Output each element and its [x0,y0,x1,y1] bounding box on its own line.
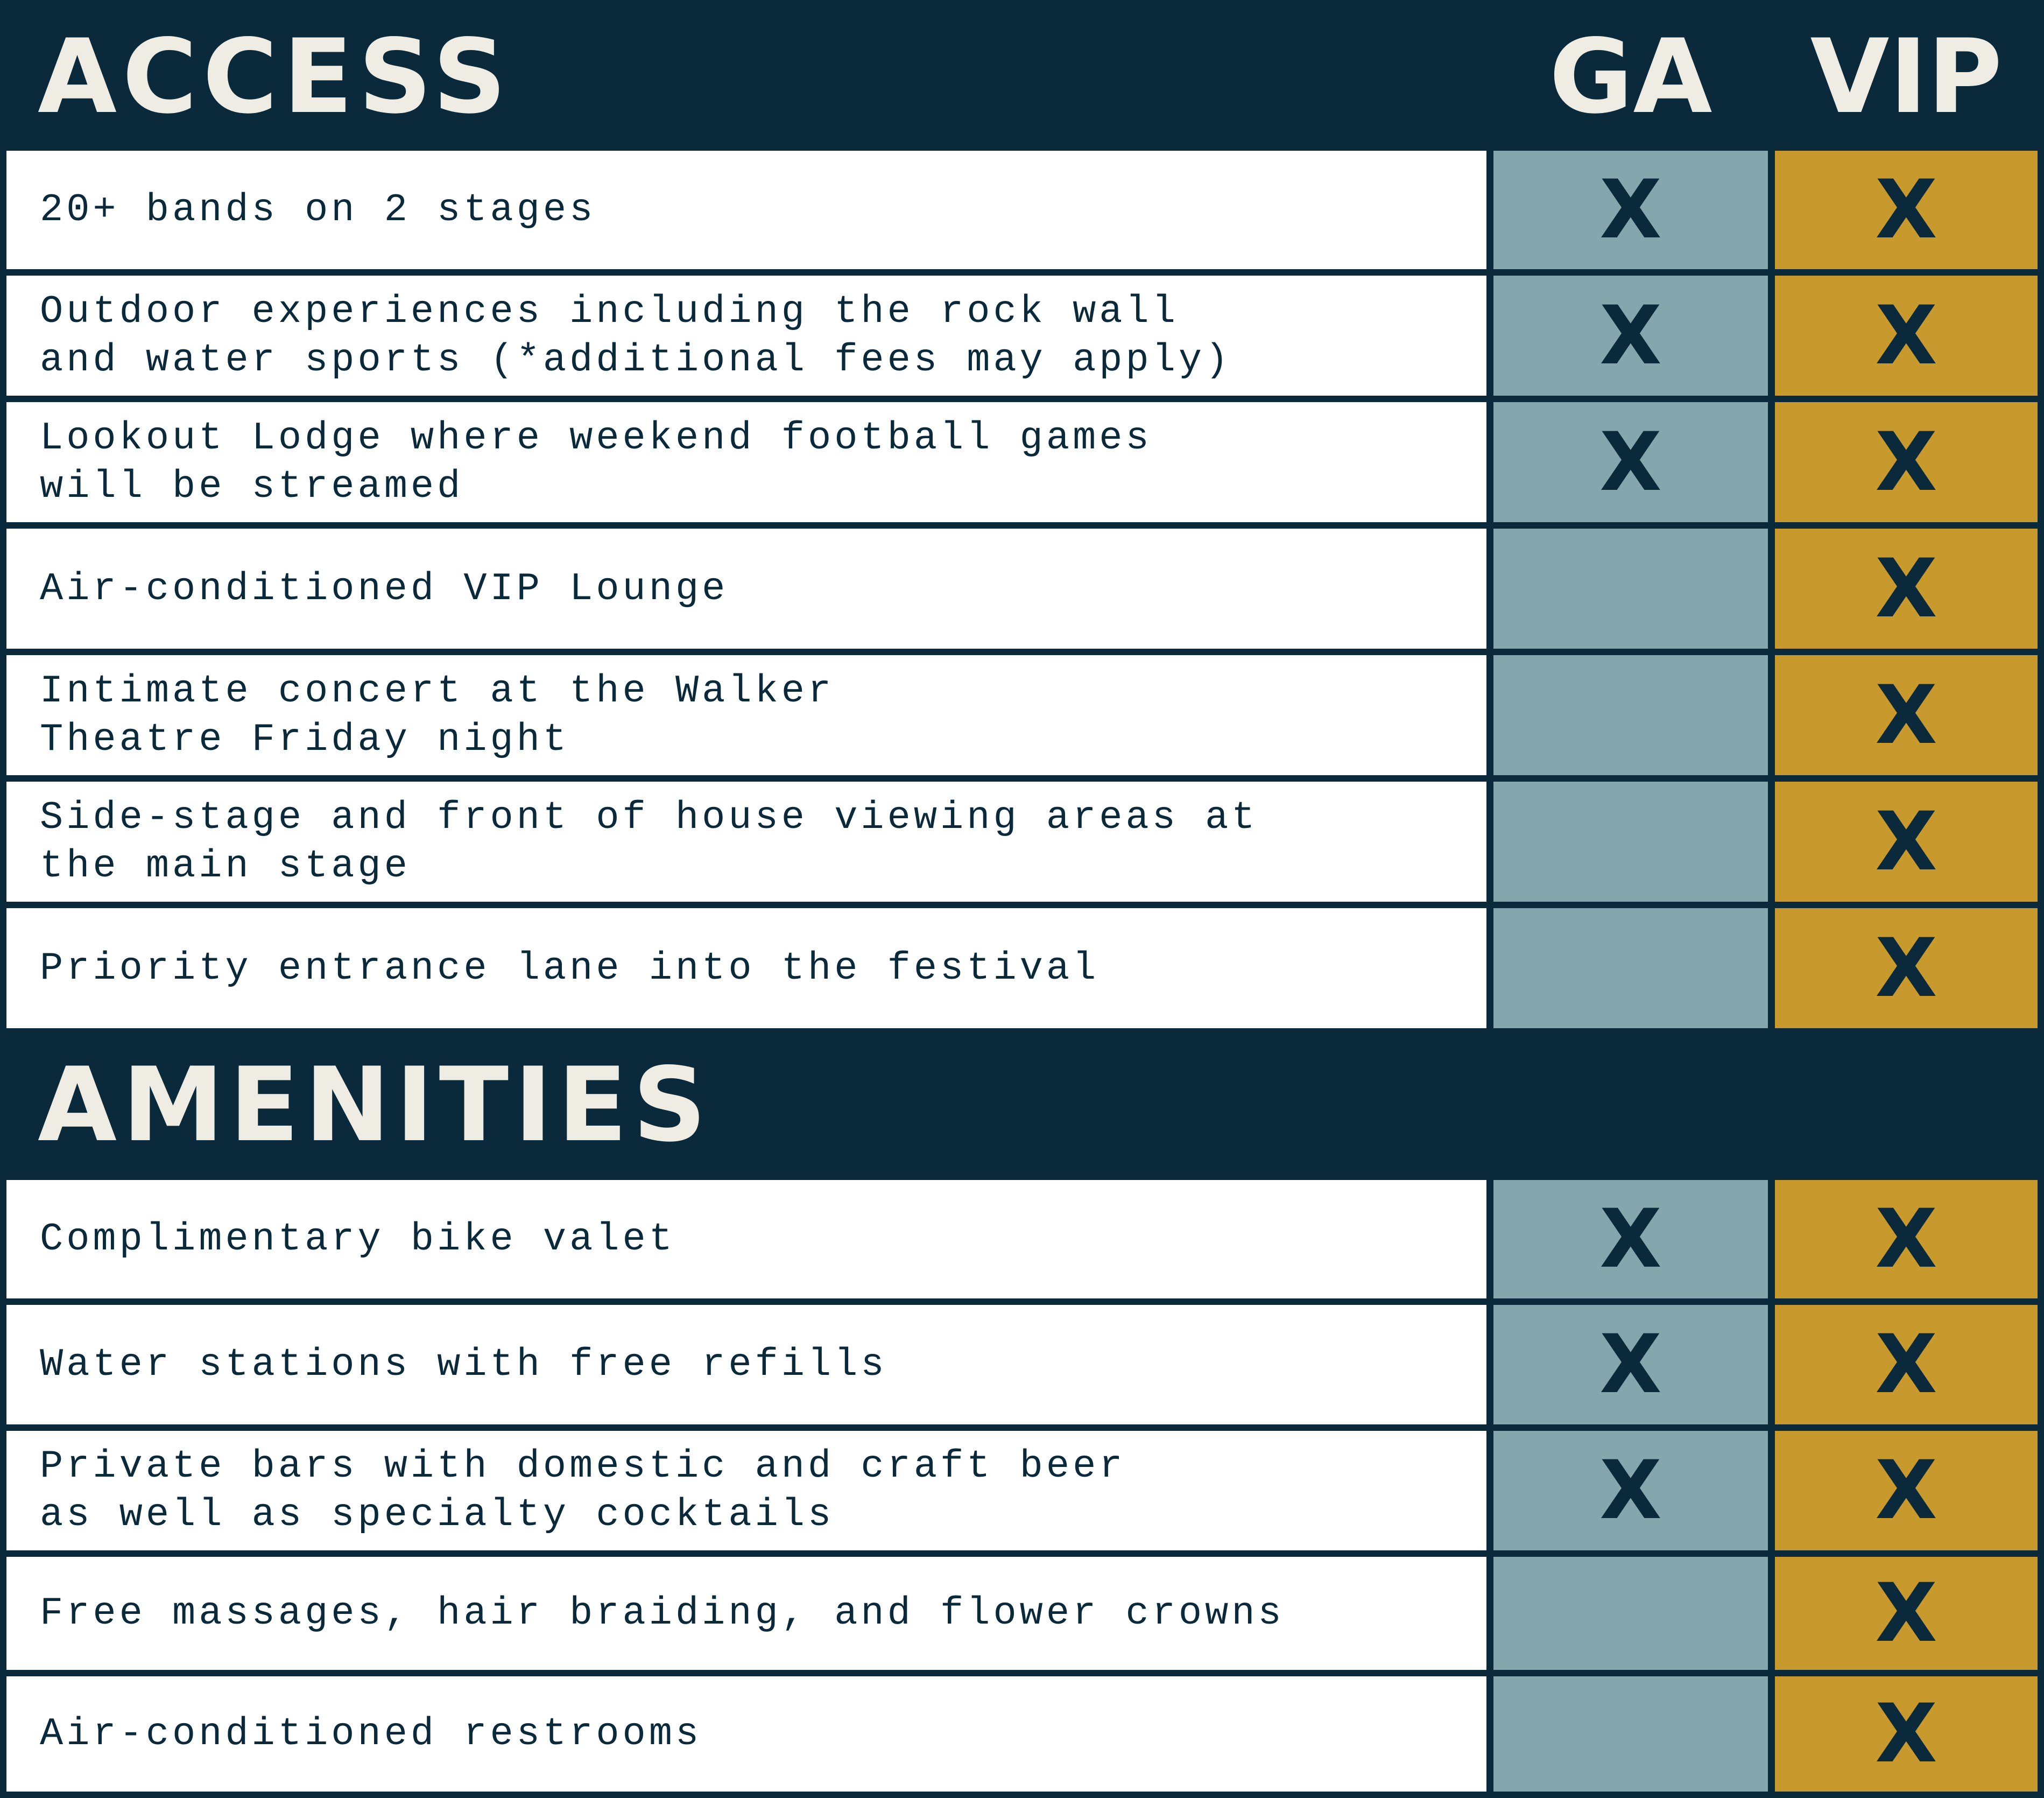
vip-cell [1775,1676,2038,1792]
ga-cell-empty [1493,655,1768,775]
ga-x-mark: X [1599,289,1662,383]
ga-cell [1493,1431,1768,1550]
access-row-7 [0,908,2044,1028]
access-row-1 [0,151,2044,269]
vip-cell [1775,151,2038,269]
vip-cell [1775,1305,2038,1424]
feature-text: Air-conditioned VIP Lounge [40,566,729,611]
feature-text: Priority entrance lane into the festival [40,946,1099,991]
access-section-title: ACCESS [38,17,512,136]
vip-column-header: VIP [1810,17,2003,136]
vip-x-mark: X [1875,415,1937,509]
feature-cell [6,276,1486,396]
feature-cell [6,151,1486,269]
amenities-row-5 [0,1676,2044,1792]
feature-cell [6,402,1486,522]
access-row-5 [0,655,2044,775]
ga-x-mark: X [1599,1444,1662,1537]
access-section-header [0,0,2044,151]
amenities-row-4 [0,1557,2044,1670]
feature-text: Private bars with domestic and craft beer as well as specialty cocktails [40,1444,1126,1537]
ga-cell-empty [1493,908,1768,1028]
amenities-row-3 [0,1431,2044,1550]
feature-text: Complimentary bike valet [40,1217,675,1261]
feature-cell [6,529,1486,649]
feature-text: Lookout Lodge where weekend football games will be streamed [40,416,1152,509]
vip-x-mark: X [1875,795,1937,889]
ga-cell-empty [1493,782,1768,902]
vip-x-mark: X [1875,542,1937,636]
feature-cell [6,1431,1486,1550]
feature-text: Intimate concert at the Walker Theatre Friday night [40,669,835,762]
vip-x-mark: X [1875,1318,1937,1411]
feature-text: Air-conditioned restrooms [40,1712,702,1756]
vip-cell [1775,655,2038,775]
feature-text: Outdoor experiences including the rock wall and water sports (*additional fees may apply) [40,289,1232,382]
amenities-section-header [0,1028,2044,1180]
ga-column-header: GA [1549,17,1712,136]
ga-cell-empty [1493,529,1768,649]
ga-x-mark: X [1599,415,1662,509]
ga-cell [1493,1305,1768,1424]
feature-text: Water stations with free refills [40,1343,887,1387]
feature-cell [6,1180,1486,1298]
feature-cell [6,908,1486,1028]
vip-x-mark: X [1875,1687,1937,1781]
vip-x-mark: X [1875,921,1937,1015]
feature-cell [6,782,1486,902]
vip-x-mark: X [1875,1567,1937,1660]
feature-cell [6,1676,1486,1792]
vip-x-mark: X [1875,163,1937,257]
ga-x-mark: X [1599,1192,1662,1286]
access-row-2 [0,276,2044,396]
vip-cell [1775,276,2038,396]
amenities-section-title: AMENITIES [38,1045,712,1164]
ga-x-mark: X [1599,163,1662,257]
access-row-3 [0,402,2044,522]
vip-cell [1775,1180,2038,1298]
feature-text: 20+ bands on 2 stages [40,188,596,232]
vip-cell [1775,529,2038,649]
feature-cell [6,1305,1486,1424]
amenities-row-1 [0,1180,2044,1298]
vip-x-mark: X [1875,289,1937,383]
vip-x-mark: X [1875,1192,1937,1286]
feature-text: Free massages, hair braiding, and flower crowns [40,1591,1285,1635]
ga-cell [1493,1180,1768,1298]
feature-cell [6,655,1486,775]
ga-cell [1493,402,1768,522]
vip-cell [1775,908,2038,1028]
vip-cell [1775,782,2038,902]
ga-cell-empty [1493,1557,1768,1670]
vip-cell [1775,1557,2038,1670]
ga-cell [1493,276,1768,396]
vip-cell [1775,402,2038,522]
vip-cell [1775,1431,2038,1550]
vip-x-mark: X [1875,1444,1937,1537]
ga-cell-empty [1493,1676,1768,1792]
vip-x-mark: X [1875,668,1937,762]
amenities-row-2 [0,1305,2044,1424]
feature-text: Side-stage and front of house viewing areas at the main stage [40,795,1258,888]
access-row-4 [0,529,2044,649]
access-row-6 [0,782,2044,902]
ga-x-mark: X [1599,1318,1662,1411]
ga-cell [1493,151,1768,269]
feature-cell [6,1557,1486,1670]
